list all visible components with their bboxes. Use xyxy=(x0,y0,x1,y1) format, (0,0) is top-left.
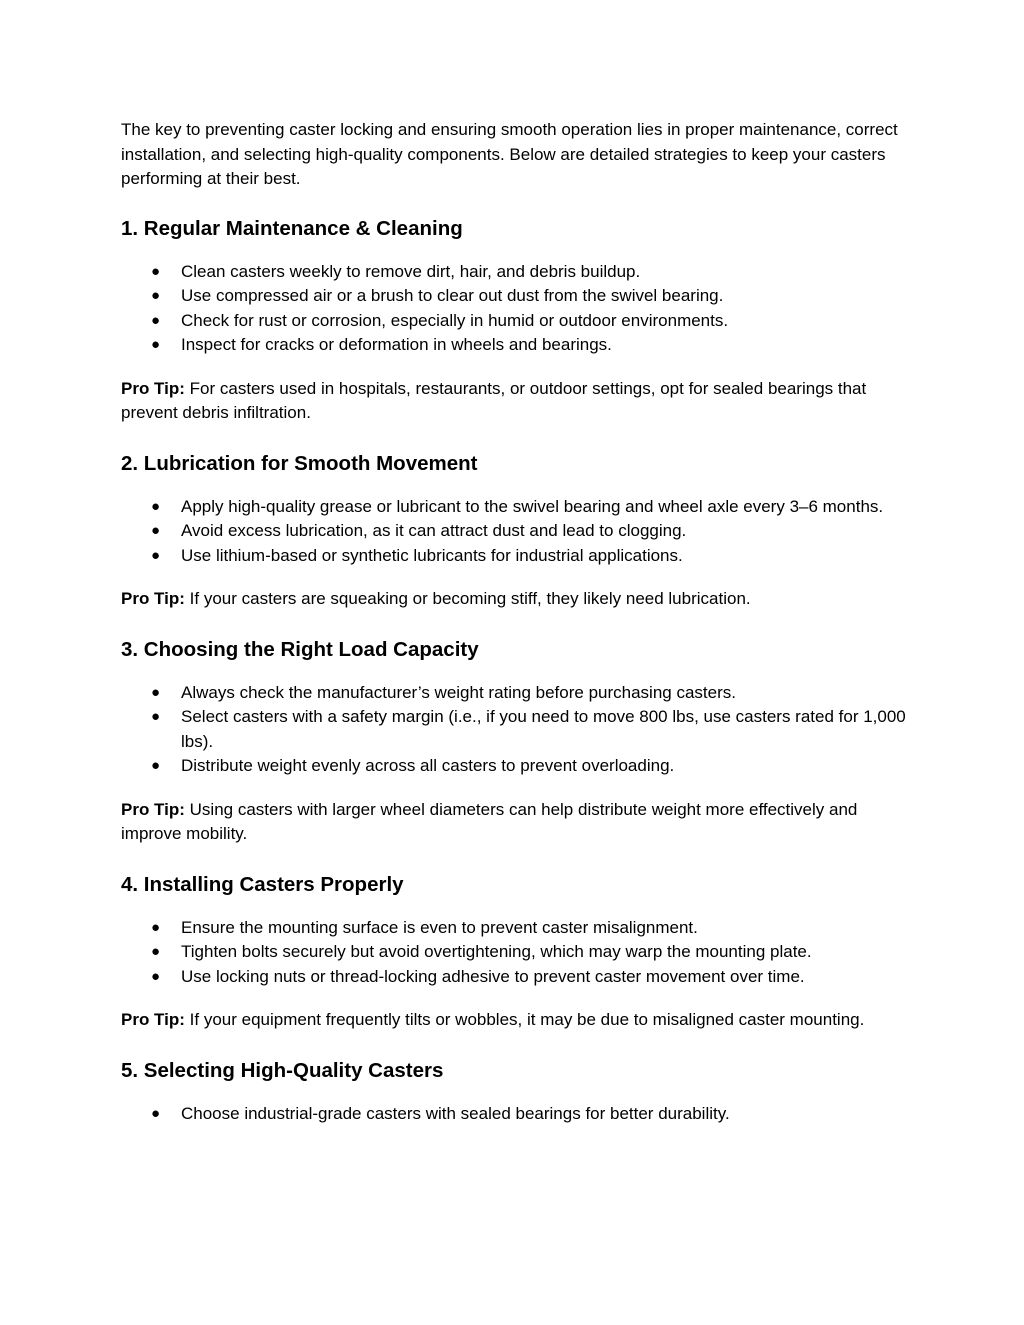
bullet-list xyxy=(121,916,911,990)
list-item-text: Select casters with a safety margin (i.e., if you need to move 800 lbs, use casters rated for 1,000 lbs). xyxy=(181,707,906,751)
pro-tip-text: Using casters with larger wheel diameters can help distribute weight more effectively and improve mobility. xyxy=(121,799,858,843)
pro-tip-text: If your casters are squeaking or becoming stiff, they likely need lubrication. xyxy=(184,589,751,608)
bullet-icon: ● xyxy=(151,287,161,304)
list-item-text: Inspect for cracks or deformation in wheels and bearings. xyxy=(181,335,612,354)
list-item-text: Always check the manufacturer’s weight rating before purchasing casters. xyxy=(181,682,736,702)
list-item xyxy=(121,916,911,941)
intro-paragraph: The key to preventing caster locking and ensuring smooth operation lies in proper maintenance, correct installation, and selecting high-quality components. Below are detailed strategies to keep your casters performing at their best. xyxy=(121,120,898,188)
list-item xyxy=(121,965,911,990)
bullet-list xyxy=(121,681,911,779)
bullet-icon: ● xyxy=(151,522,161,539)
list-item-text: Avoid excess lubrication, as it can attract dust and lead to clogging. xyxy=(181,521,687,540)
section-heading: 2. Lubrication for Smooth Movement xyxy=(121,451,478,475)
list-item xyxy=(121,260,911,285)
list-item xyxy=(121,495,911,520)
list-item-text: Ensure the mounting surface is even to prevent caster misalignment. xyxy=(181,917,698,937)
list-item xyxy=(121,705,911,754)
bullet-icon: ● xyxy=(151,918,161,936)
pro-tip-label: Pro Tip: xyxy=(121,799,185,819)
document-page xyxy=(121,118,911,1145)
bullet-list xyxy=(121,260,911,358)
bullet-icon: ● xyxy=(151,1104,161,1122)
pro-tip xyxy=(121,587,911,612)
bullet-icon: ● xyxy=(151,708,161,725)
pro-tip-label: Pro Tip: xyxy=(121,1010,185,1029)
list-item-text: Distribute weight evenly across all casters to prevent overloading. xyxy=(181,756,675,775)
list-item xyxy=(121,309,911,334)
bullet-icon: ● xyxy=(151,262,161,280)
section-heading: 1. Regular Maintenance & Cleaning xyxy=(121,216,463,240)
list-item-text: Choose industrial-grade casters with sealed bearings for better durability. xyxy=(181,1103,730,1123)
section-load-capacity xyxy=(121,637,911,847)
list-item xyxy=(121,544,911,569)
pro-tip-label: Pro Tip: xyxy=(121,378,185,398)
list-item-text: Tighten bolts securely but avoid overtightening, which may warp the mounting plate. xyxy=(181,942,812,961)
pro-tip-label: Pro Tip: xyxy=(121,589,185,608)
list-item xyxy=(121,754,911,779)
pro-tip xyxy=(121,798,911,847)
pro-tip xyxy=(121,1008,911,1033)
list-item xyxy=(121,681,911,706)
bullet-icon: ● xyxy=(151,757,161,774)
bullet-icon: ● xyxy=(151,943,161,960)
section-heading: 5. Selecting High-Quality Casters xyxy=(121,1058,444,1082)
list-item-text: Use lithium-based or synthetic lubricants for industrial applications. xyxy=(181,545,683,565)
bullet-list xyxy=(121,495,911,569)
list-item xyxy=(121,519,911,544)
section-high-quality xyxy=(121,1058,911,1127)
list-item-text: Check for rust or corrosion, especially in humid or outdoor environments. xyxy=(181,310,729,330)
list-item-text: Use locking nuts or thread-locking adhesive to prevent caster movement over time. xyxy=(181,966,805,986)
section-maintenance-cleaning xyxy=(121,216,911,426)
list-item xyxy=(121,333,911,358)
list-item xyxy=(121,940,911,965)
bullet-icon: ● xyxy=(151,683,161,701)
bullet-icon: ● xyxy=(151,311,161,329)
list-item xyxy=(121,284,911,309)
pro-tip-text: For casters used in hospitals, restaurants, or outdoor settings, opt for sealed bearings that prevent debris infiltration. xyxy=(121,378,867,422)
list-item-text: Apply high-quality grease or lubricant to the swivel bearing and wheel axle every 3–6 months. xyxy=(181,496,884,516)
pro-tip xyxy=(121,377,911,426)
section-heading: 4. Installing Casters Properly xyxy=(121,872,404,896)
bullet-icon: ● xyxy=(151,967,161,985)
section-heading: 3. Choosing the Right Load Capacity xyxy=(121,637,479,661)
bullet-icon: ● xyxy=(151,336,161,353)
list-item-text: Clean casters weekly to remove dirt, hair, and debris buildup. xyxy=(181,261,641,281)
bullet-icon: ● xyxy=(151,497,161,515)
list-item-text: Use compressed air or a brush to clear out dust from the swivel bearing. xyxy=(181,286,724,305)
section-installing xyxy=(121,872,911,1033)
pro-tip-text: If your equipment frequently tilts or wobbles, it may be due to misaligned caster mounting. xyxy=(184,1010,865,1029)
section-lubrication xyxy=(121,451,911,612)
list-item xyxy=(121,1102,911,1127)
bullet-icon: ● xyxy=(151,546,161,564)
bullet-list xyxy=(121,1102,911,1127)
